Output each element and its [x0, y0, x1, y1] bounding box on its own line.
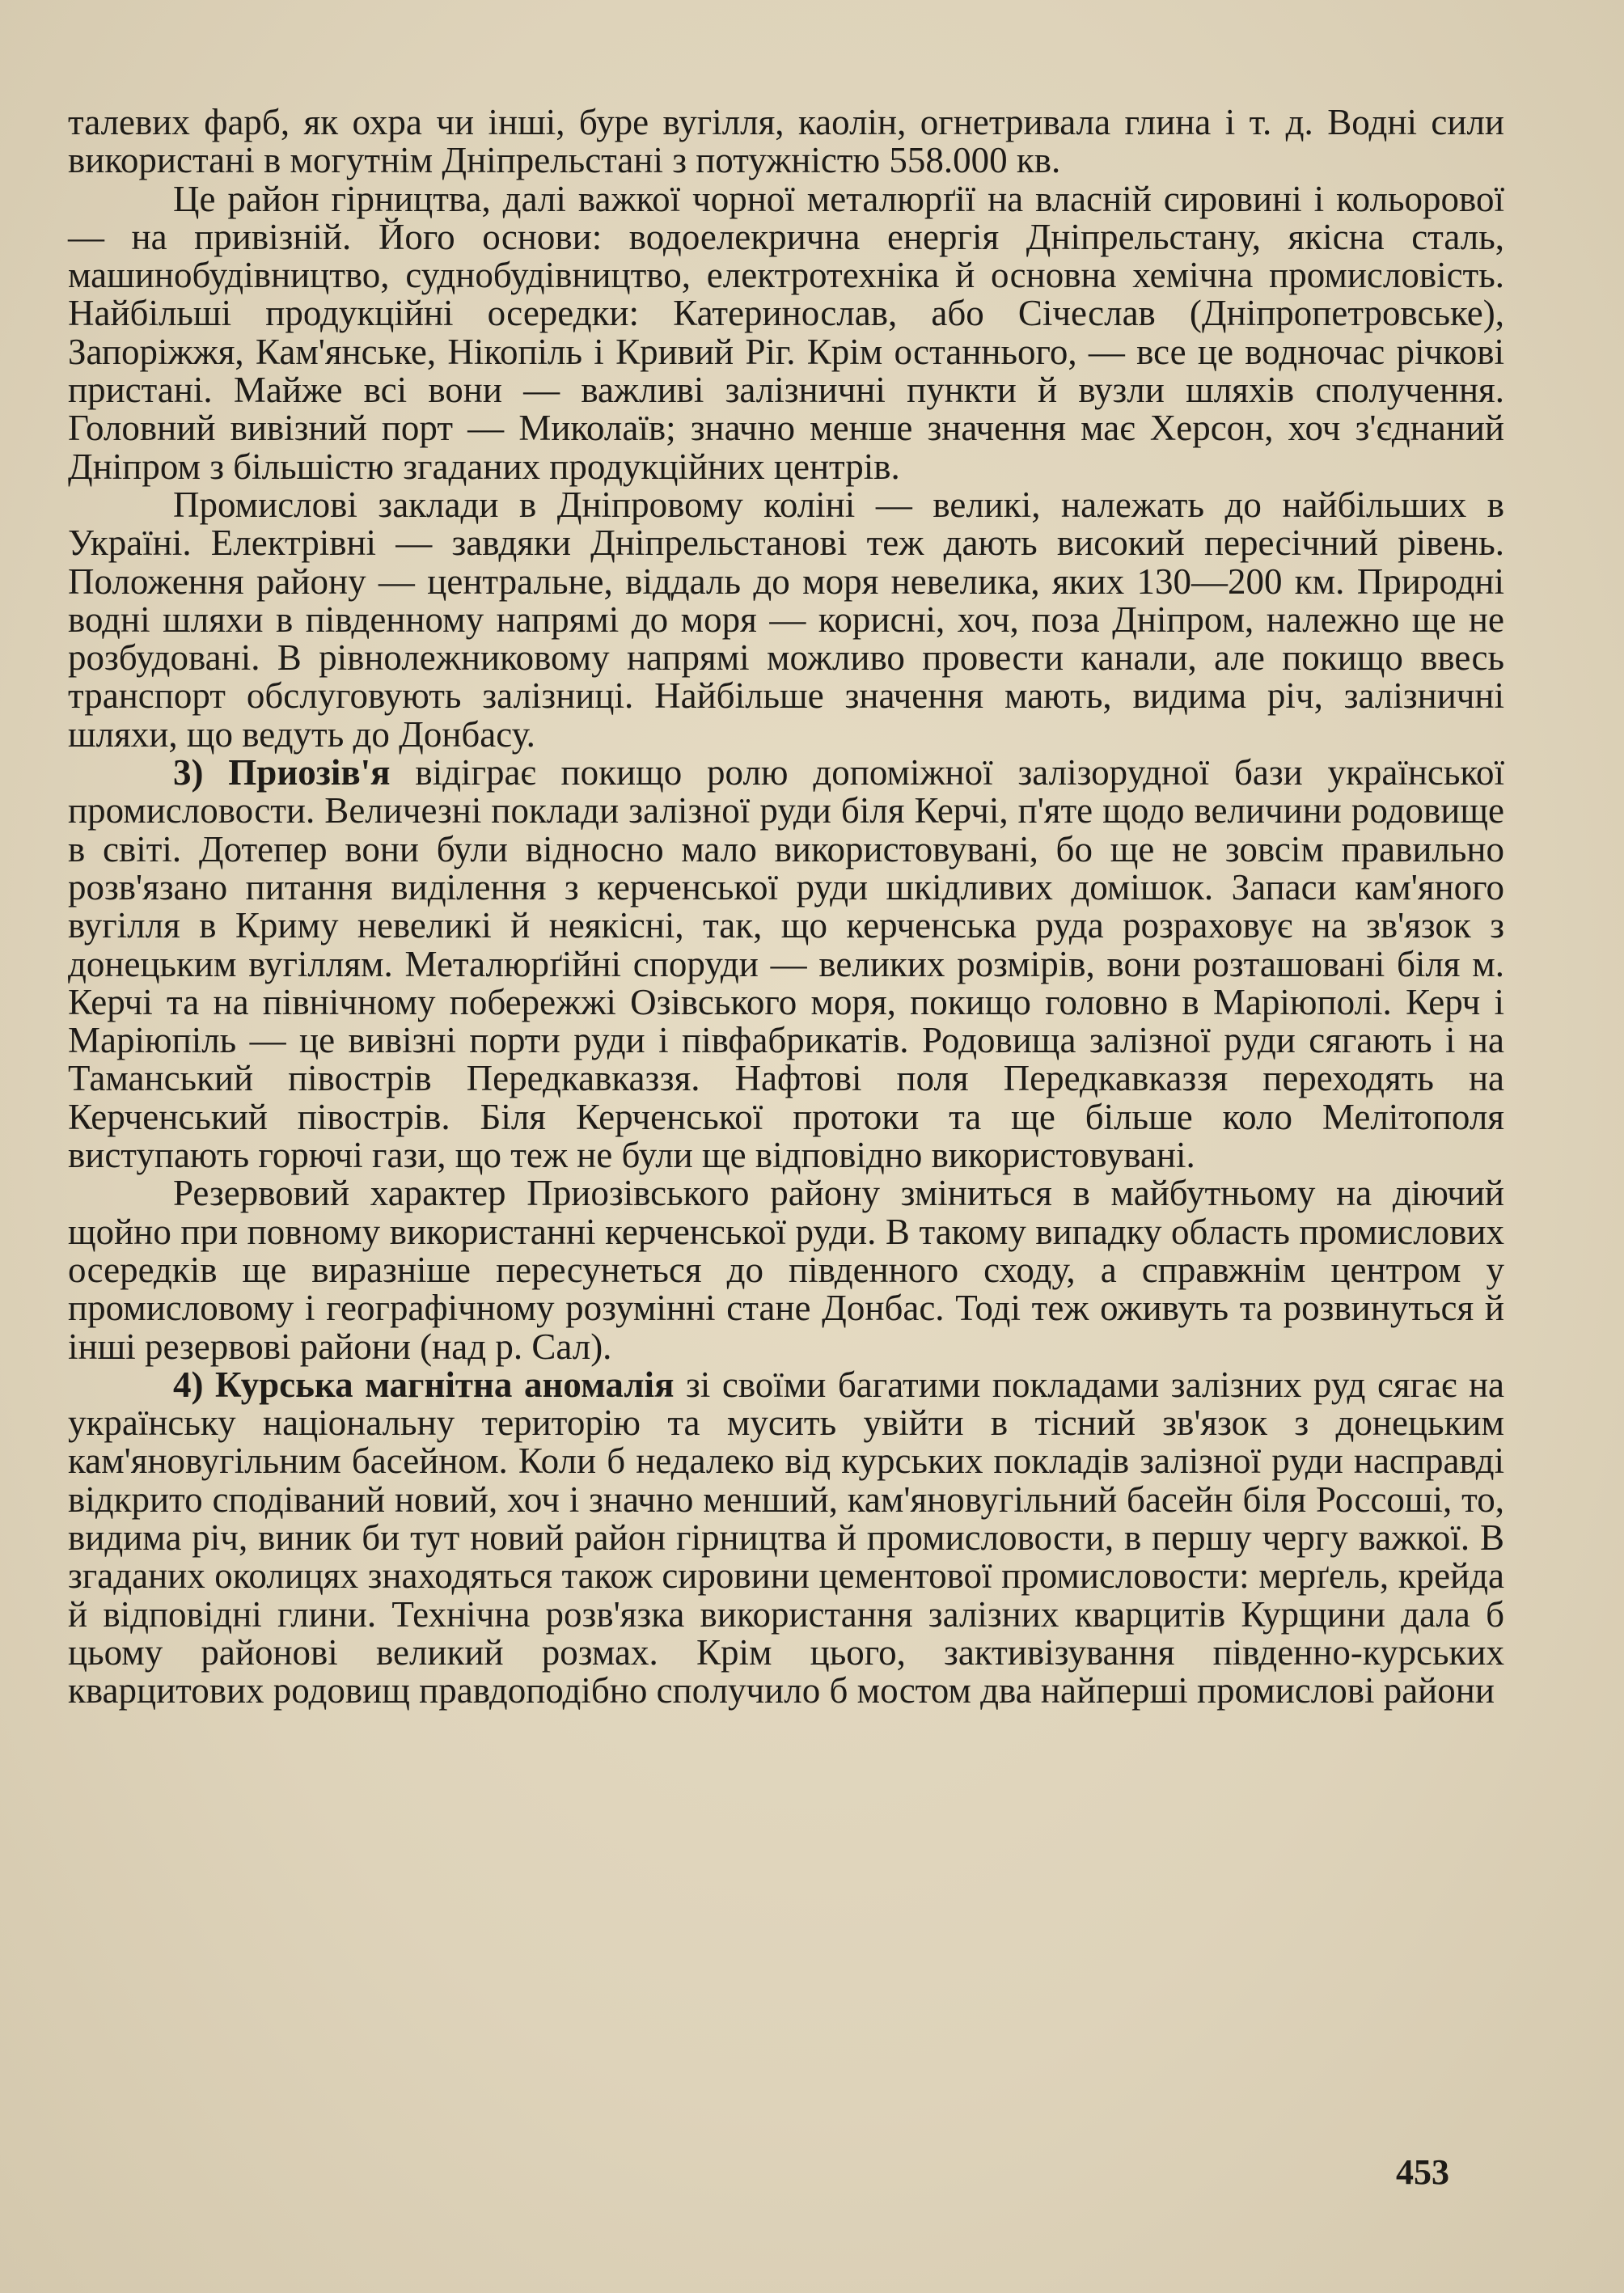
- paragraph-3-text: Промислові заклади в Дніпровому коліні — великі, належать до найбільших в Україні. Електрівні — завдяки Дніпрельстанові теж дають високий пересічний рівень. Положення району — центральне, віддаль до моря невелика, яких 130—200 км. Природні водні шляхи в південному напрямі до моря — корисні, хоч, поза Дніпром, належно ще не розбудовані. В рівнолежниковому напрямі можливо провести канали, але покищо ввесь транспорт обслуговують залізниці. Найбільше значення мають, видима річ, залізничні шляхи, що ведуть до Донбасу.: [68, 484, 1504, 755]
- paragraph-3: [68, 486, 1504, 754]
- paragraph-2: [68, 180, 1504, 486]
- paragraph-2-text: Це район гірництва, далі важкої чорної металюрґії на власній сировині і кольорової — на привізній. Його основи: водоелекрична енергія Дніпрельстану, якісна сталь, машинобудівництво, суднобудівництво, електротехніка й основна хемічна промисловість. Найбільші продукційні осередки: Катеринослав, або Січеслав (Дніпропетровське), Запоріжжя, Кам'янське, Нікопіль і Кривий Ріг. Крім останнього, — все це водночас річкові пристані. Майже всі вони — важливі залізничні пункти й вузли шляхів сполучення. Головний вивізний порт — Миколаїв; значно менше значення має Херсон, хоч з'єднаний Дніпром з більшістю згаданих продукційних центрів.: [68, 178, 1504, 487]
- paragraph-4-text: відіграє покищо ролю допоміжної залізорудної бази української промисловости. Величезні поклади залізної руди біля Керчі, п'яте щодо величини родовище в світі. Дотепер вони були відносно мало використовувані, бо ще не зовсім правильно розв'язано питання виділення з керченської руди шкідливих домішок. Запаси кам'яного вугілля в Криму невеликі й неякісні, так, що керченська руда розраховує на зв'язок з донецьким вугіллям. Металюрґійні споруди — великих розмірів, вони розташовані біля м. Керчі та на північному побережжі Озівського моря, покищо головно в Маріюполі. Керч і Маріюпіль — це вивізні порти руди і півфабрикатів. Родовища залізної руди сягають і на Таманський півострів Передкавказзя. Нафтові поля Передкавказзя переходять на Керченський півострів. Біля Керченської протоки та ще більше коло Мелітополя виступають горючі гази, що теж не були ще відповідно використовувані.: [68, 752, 1505, 1176]
- paragraph-5: [68, 1174, 1504, 1365]
- paragraph-6: [68, 1366, 1504, 1711]
- section-title-priozivia: 3) Приозів'я: [173, 752, 391, 793]
- paragraph-6-text: зі своїми багатими покладами залізних руд сягає на українську національну територію та мусить увійти в тісний зв'язок з донецьким кам'яновугільним басейном. Коли б недалеко від курських покладів залізної руди насправді відкрито сподіваний новий, хоч і значно менший, кам'яновугільний басейн біля Россоші, то, видима річ, виник би тут новий район гірництва й промисловости, в першу чергу важкої. В згаданих околицях знаходяться також сировини цементової промисловости: мерґель, крейда й відповідні глини. Технічна розв'язка використання залізних кварцитів Курщини дала б цьому районові великий розмах. Крім цього, зактивізування південно-курських кварцитових родовищ правдоподібно сполучило б мостом два найперші промислові райони: [68, 1364, 1505, 1711]
- paragraph-1: [68, 104, 1504, 180]
- paragraph-1-text: талевих фарб, як охра чи інші, буре вугілля, каолін, огнетривала глина і т. д. Водні сили використані в могутнім Дніпрельстані з потужністю 558.000 кв.: [68, 102, 1504, 181]
- body-text: [68, 104, 1504, 1710]
- paragraph-5-text: Резервовий характер Приозівського району зміниться в майбутньому на діючий щойно при повному використанні керченської руди. В такому випадку область промислових осередків ще виразніше пересунеться до південного сходу, а справжнім центром у промисловому і географічному розумінні стане Донбас. Тоді теж оживуть та розвинуться й інші резервові райони (над р. Сал).: [68, 1173, 1504, 1367]
- page-number: 453: [1396, 2152, 1449, 2192]
- paragraph-4: [68, 754, 1504, 1174]
- section-title-kursk-anomaly: 4) Курська магнітна аномалія: [173, 1364, 675, 1405]
